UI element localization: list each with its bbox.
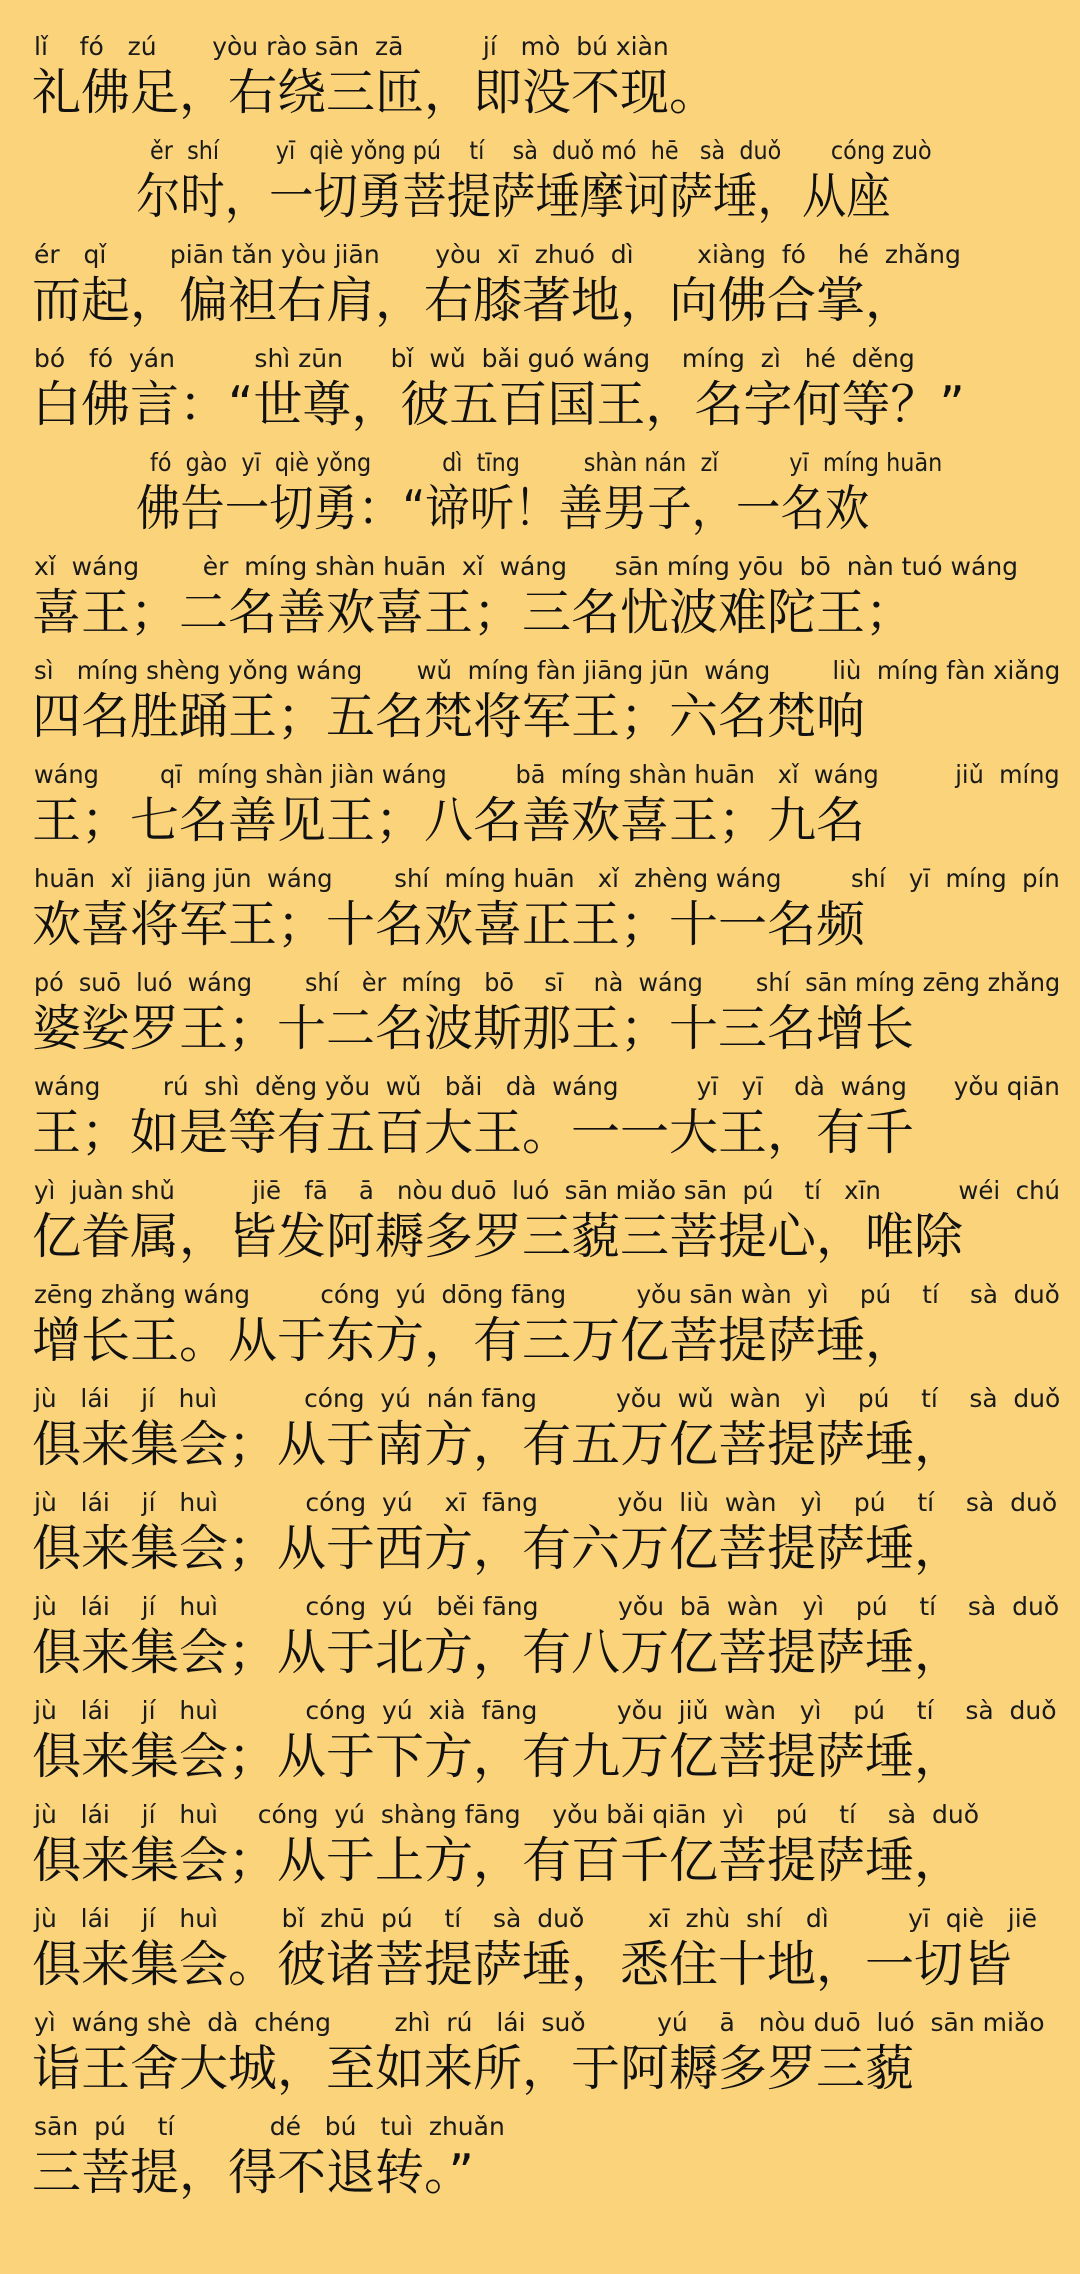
pinyin-row: bó fó yán shì zūn bǐ wǔ bǎi guó wáng míng zì hé děng — [34, 344, 915, 373]
pinyin-row: yì juàn shǔ jiē fā ā nòu duō luó sān miǎo sān pú tí xīn wéi chú — [34, 1176, 1061, 1205]
hanzi-row: 喜王；二名善欢喜王；三名忧波难陀王； — [32, 584, 915, 641]
hanzi-row: 俱来集会；从于北方，有八万亿菩提萨埵， — [32, 1624, 964, 1681]
pinyin-row: ér qǐ piān tǎn yòu jiān yòu xī zhuó dì xiàng fó hé zhǎng — [34, 240, 961, 269]
pinyin-row: lǐ fó zú yòu rào sān zā jí mò bú xiàn — [34, 32, 669, 61]
verse-line — [0, 2006, 1080, 2110]
verse-line — [0, 30, 1080, 134]
pinyin-row: sān pú tí dé bú tuì zhuǎn — [34, 2112, 505, 2141]
verse-line — [0, 550, 1080, 654]
hanzi-row: 婆娑罗王；十二名波斯那王；十三名增长 — [32, 1000, 915, 1057]
hanzi-row: 而起，偏袒右肩，右膝著地，向佛合掌， — [32, 272, 915, 329]
verse-line — [0, 2110, 1080, 2214]
verse-line — [0, 1590, 1080, 1694]
hanzi-row: 王；如是等有五百大王。一一大王，有千 — [32, 1104, 915, 1161]
pinyin-row: yì wáng shè dà chéng zhì rú lái suǒ yú ā nòu duō luó sān miǎo — [34, 2008, 1045, 2037]
pinyin-row: wáng rú shì děng yǒu wǔ bǎi dà wáng yī yī dà wáng yǒu qiān — [34, 1072, 1060, 1101]
pinyin-row: jù lái jí huì cóng yú xī fāng yǒu liù wàn yì pú tí sà duǒ — [34, 1488, 1058, 1517]
pinyin-row: jù lái jí huì cóng yú nán fāng yǒu wǔ wàn yì pú tí sà duǒ — [34, 1384, 1061, 1413]
verse-line — [0, 342, 1080, 446]
pinyin-row: jù lái jí huì bǐ zhū pú tí sà duǒ xī zhù shí dì yī qiè jiē — [34, 1904, 1038, 1933]
pinyin-row: wáng qī míng shàn jiàn wáng bā míng shàn huān xǐ wáng jiǔ míng — [34, 760, 1060, 789]
hanzi-row: 白佛言：“世尊，彼五百国王，名字何等？” — [32, 376, 965, 433]
hanzi-row: 王；七名善见王；八名善欢喜王；九名 — [32, 792, 866, 849]
pinyin-row: zēng zhǎng wáng cóng yú dōng fāng yǒu sān wàn yì pú tí sà duǒ — [34, 1280, 1060, 1309]
verse-line — [0, 1486, 1080, 1590]
verse-line — [0, 1174, 1080, 1278]
verse-line — [0, 758, 1080, 862]
hanzi-row: 俱来集会。彼诸菩提萨埵，悉住十地，一切皆 — [32, 1936, 1013, 1993]
hanzi-row: 三菩提，得不退转。” — [32, 2144, 474, 2201]
verse-line — [0, 966, 1080, 1070]
verse-line — [0, 446, 1080, 550]
verse-line — [0, 1070, 1080, 1174]
pinyin-row: jù lái jí huì cóng yú shàng fāng yǒu bǎi qiān yì pú tí sà duǒ — [34, 1800, 980, 1829]
verse-line — [0, 654, 1080, 758]
pinyin-row: pó suō luó wáng shí èr míng bō sī nà wáng shí sān míng zēng zhǎng — [34, 968, 1061, 997]
pinyin-row: sì míng shèng yǒng wáng wǔ míng fàn jiāng jūn wáng liù míng fàn xiǎng — [34, 656, 1061, 685]
hanzi-row: 俱来集会；从于上方，有百千亿菩提萨埵， — [32, 1832, 964, 1889]
hanzi-row: 增长王。从于东方，有三万亿菩提萨埵， — [32, 1312, 915, 1369]
hanzi-row: 亿眷属，皆发阿耨多罗三藐三菩提心，唯除 — [32, 1208, 964, 1265]
pinyin-row: ěr shí yī qiè yǒng pú tí sà duǒ mó hē sà duǒ cóng zuò — [150, 136, 932, 165]
pinyin-row: jù lái jí huì cóng yú běi fāng yǒu bā wàn yì pú tí sà duǒ — [34, 1592, 1060, 1621]
hanzi-row: 佛告一切勇：“谛听！善男子，一名欢 — [136, 480, 870, 537]
hanzi-row: 尔时，一切勇菩提萨埵摩诃萨埵，从座 — [136, 168, 891, 225]
pinyin-row: fó gào yī qiè yǒng dì tīng shàn nán zǐ yī míng huān — [150, 448, 943, 477]
verse-line — [0, 1902, 1080, 2006]
pinyin-row: jù lái jí huì cóng yú xià fāng yǒu jiǔ wàn yì pú tí sà duǒ — [34, 1696, 1057, 1725]
hanzi-row: 四名胜踊王；五名梵将军王；六名梵响 — [32, 688, 866, 745]
verse-line — [0, 134, 1080, 238]
hanzi-row: 俱来集会；从于南方，有五万亿菩提萨埵， — [32, 1416, 964, 1473]
pinyin-row: xǐ wáng èr míng shàn huān xǐ wáng sān míng yōu bō nàn tuó wáng — [34, 552, 1019, 581]
hanzi-row: 诣王舍大城，至如来所，于阿耨多罗三藐 — [32, 2040, 915, 2097]
verse-line — [0, 862, 1080, 966]
hanzi-row: 礼佛足，右绕三匝，即没不现。 — [32, 64, 719, 121]
verse-line — [0, 1798, 1080, 1902]
verse-line — [0, 1382, 1080, 1486]
verse-line — [0, 1694, 1080, 1798]
hanzi-row: 俱来集会；从于下方，有九万亿菩提萨埵， — [32, 1728, 964, 1785]
hanzi-row: 俱来集会；从于西方，有六万亿菩提萨埵， — [32, 1520, 964, 1577]
hanzi-row: 欢喜将军王；十名欢喜正王；十一名频 — [32, 896, 866, 953]
verse-line — [0, 238, 1080, 342]
pinyin-row: huān xǐ jiāng jūn wáng shí míng huān xǐ zhèng wáng shí yī míng pín — [34, 864, 1060, 893]
verse-line — [0, 1278, 1080, 1382]
